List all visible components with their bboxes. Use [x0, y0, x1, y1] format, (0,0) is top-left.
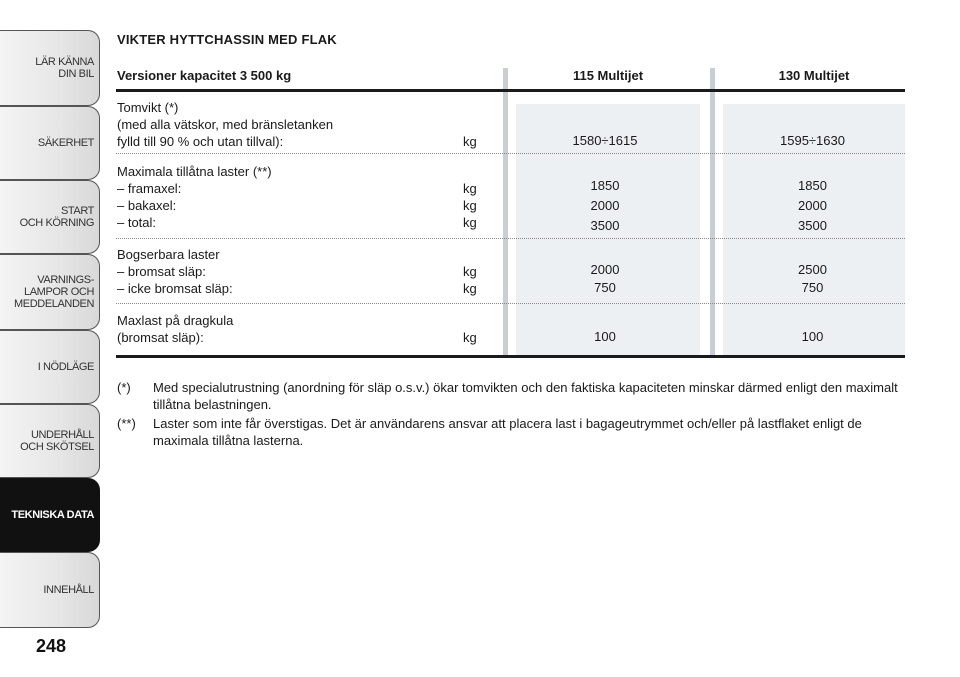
table-cell: 1595÷1630	[780, 133, 845, 148]
column-header-130-multijet: 130 Multijet	[778, 68, 850, 83]
table-header-label: Versioner kapacitet 3 500 kg	[117, 68, 292, 83]
column-divider	[503, 68, 508, 357]
page-number: 248	[36, 636, 67, 656]
column-header-115-multijet: 115 Multijet	[572, 68, 644, 83]
header-rule	[116, 89, 905, 92]
tab-underhall-och-skotsel[interactable]: UNDERHÅLL OCH SKÖTSEL	[0, 404, 100, 478]
footnote	[117, 379, 907, 413]
row-divider	[116, 153, 905, 154]
tab-start-och-korning[interactable]: START OCH KÖRNING	[0, 180, 100, 254]
table-cell: 100	[594, 329, 616, 344]
tab-tekniska-data[interactable]: TEKNISKA DATA	[0, 478, 100, 552]
footnote-text: Laster som inte får överstigas. Det är användarens ansvar att placera last i bagageutrymmet och/eller på lastflaket enligt de maximala tillåtna lasterna.	[153, 416, 862, 448]
table-cell: 1580÷1615	[572, 133, 638, 148]
table-cell: 100	[801, 329, 824, 344]
table-row-unit: kg	[463, 330, 477, 345]
footnote	[117, 415, 907, 449]
row-divider	[116, 303, 905, 304]
table-row-unit: kg kg kg	[463, 181, 477, 230]
table-row-label: Maxlast på dragkula (bromsat släp):	[117, 313, 234, 345]
tab-lar-kanna-din-bil[interactable]: LÄR KÄNNA DIN BIL	[0, 30, 100, 106]
table-row-label: Maximala tillåtna laster (**) – framaxel: – bakaxel: – total:	[117, 164, 272, 230]
table-cell: 2000 750	[590, 262, 620, 295]
section-title: VIKTER HYTTCHASSIN MED FLAK	[117, 32, 337, 47]
table-cell: 2500 750	[798, 262, 827, 295]
table-cell: 1850 2000 3500	[590, 178, 620, 233]
table-cell: 1850 2000 3500	[798, 178, 827, 233]
table-row-unit: kg kg	[463, 264, 477, 296]
row-divider	[116, 238, 905, 239]
tab-sakerhet[interactable]: SÄKERHET	[0, 106, 100, 180]
footnote-mark: (**)	[117, 416, 136, 431]
table-row-label: Tomvikt (*) (med alla vätskor, med bränsletanken fylld till 90 % och utan tillval):	[117, 100, 334, 149]
tab-i-nodlage[interactable]: I NÖDLÄGE	[0, 330, 100, 404]
footnote-text: Med specialutrustning (anordning för släp o.s.v.) ökar tomvikten och den faktiska kapaciteten minskar därmed enligt den maximalt tillåtna belastningen.	[153, 380, 898, 412]
table-bottom-rule	[116, 355, 905, 358]
tab-varningslampor[interactable]: VARNINGS- LAMPOR OCH MEDDELANDEN	[0, 254, 100, 330]
footnote-mark: (*)	[117, 380, 131, 395]
column-divider	[710, 68, 715, 357]
table-row-unit: kg	[463, 134, 477, 149]
table-row-label: Bogserbara laster – bromsat släp: – icke bromsat släp:	[117, 247, 233, 296]
tab-innehall[interactable]: INNEHÅLL	[0, 552, 100, 628]
